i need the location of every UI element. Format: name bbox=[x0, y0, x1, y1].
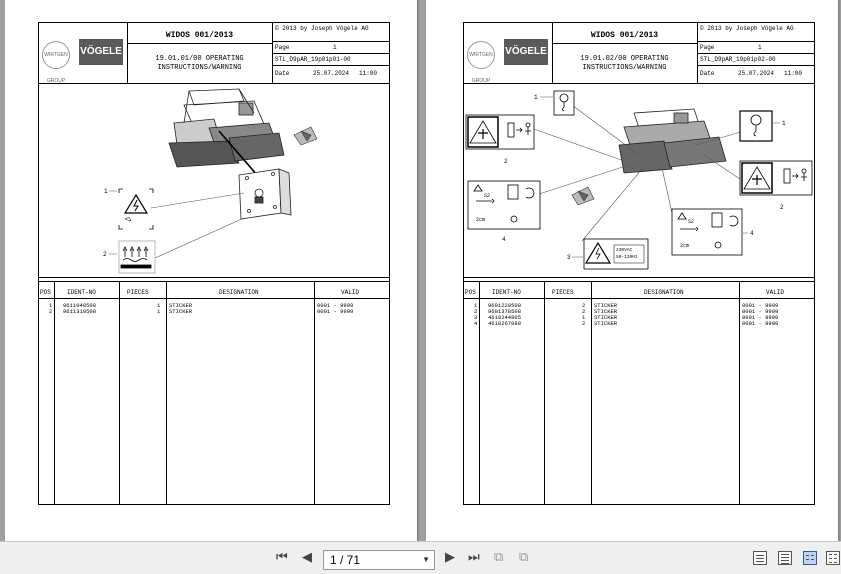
col-header-pos: POS bbox=[40, 289, 51, 296]
vogele-logo: VÖGELE bbox=[79, 39, 123, 65]
col-header-pos: POS bbox=[465, 289, 476, 296]
date-label: Date bbox=[700, 70, 715, 77]
crush-warning-sticker-right bbox=[740, 161, 812, 195]
hand-sketch bbox=[572, 187, 594, 205]
page-selector[interactable] bbox=[323, 550, 435, 570]
control-box bbox=[239, 169, 291, 219]
page-info bbox=[700, 44, 762, 51]
callout-label: 3 bbox=[567, 254, 571, 261]
sheet-header bbox=[39, 23, 389, 84]
section-code: 19.01.02/00 bbox=[580, 55, 627, 63]
sticker-text: 2cm bbox=[476, 217, 486, 223]
go-forward-icon[interactable]: ⧉ bbox=[519, 550, 529, 565]
voltage-warning-sticker bbox=[584, 239, 648, 269]
parts-sheet bbox=[463, 22, 815, 505]
page-value: 1 bbox=[758, 44, 762, 51]
lifting-point-sticker-left bbox=[554, 91, 574, 115]
callout-label: 1 bbox=[104, 188, 108, 195]
prev-page-icon[interactable]: ◀ bbox=[302, 550, 312, 565]
exploded-drawing bbox=[464, 83, 814, 278]
exploded-drawing bbox=[39, 83, 389, 278]
lifting-point-sticker-right bbox=[740, 111, 772, 141]
sticker-text: 2cm bbox=[680, 243, 690, 249]
copyright-text: © 2013 by Joseph Vögele AG bbox=[700, 25, 794, 32]
date-value: 25.07.2024 bbox=[313, 70, 350, 77]
parts-table: POS IDENT-NO PIECES DESIGNATION VALID 1 9601220508 2 STICKER 0001 - 9999 2 9601370508 2 STICKER 0001 - 9999 3 4618244805 1 STICKER 0001 - 9999 4 4618267088 2 STICKER 0001 - 9999 bbox=[464, 281, 814, 505]
continuous-view-icon[interactable] bbox=[778, 551, 792, 565]
col-header-designation: DESIGNATION bbox=[219, 289, 259, 296]
warning-sticker-1 bbox=[119, 189, 153, 229]
go-back-icon[interactable]: ⧉ bbox=[494, 550, 504, 565]
viewer-toolbar bbox=[0, 541, 841, 574]
paver-sticker-illustration bbox=[39, 83, 389, 277]
wirtgen-logo: WIRTGEN GROUP bbox=[42, 41, 70, 69]
next-page-icon[interactable]: ▶ bbox=[445, 550, 455, 565]
parts-sheet bbox=[38, 22, 390, 505]
two-page-view-icon[interactable] bbox=[803, 551, 817, 565]
stl-code: STL_D9pAR_19p01p02-00 bbox=[700, 56, 776, 63]
logo-cell bbox=[464, 23, 553, 83]
callout-label: 1 bbox=[782, 120, 786, 127]
crush-warning-sticker-left bbox=[466, 115, 534, 149]
section-code: 19.01.01/00 bbox=[155, 55, 202, 63]
hand-sketch bbox=[294, 127, 317, 145]
col-header-designation: DESIGNATION bbox=[644, 289, 684, 296]
date-info bbox=[275, 70, 378, 77]
title-cell bbox=[552, 23, 698, 83]
section-description bbox=[552, 55, 697, 73]
system-title: WIDOS 001/2013 bbox=[590, 31, 659, 40]
page-label: Page bbox=[275, 44, 290, 51]
sticker-text: 50-120Hz bbox=[616, 255, 638, 260]
sticker-text: S2 bbox=[688, 219, 695, 225]
section-desc2: INSTRUCTIONS/WARNING bbox=[582, 64, 667, 72]
callout-label: 1 bbox=[534, 94, 538, 101]
col-header-valid: VALID bbox=[766, 289, 785, 296]
col-header-pieces: PIECES bbox=[552, 289, 574, 296]
sticker-text: S2 bbox=[484, 193, 491, 199]
wirtgen-logo: WIRTGEN GROUP bbox=[467, 41, 495, 69]
section-desc1: OPERATING bbox=[205, 55, 244, 63]
time-value: 11:00 bbox=[784, 70, 803, 77]
two-page-continuous-icon[interactable] bbox=[826, 551, 840, 565]
date-value: 25.07.2024 bbox=[738, 70, 775, 77]
parts-table: POS IDENT-NO PIECES DESIGNATION VALID 1 9611040508 1 STICKER 0001 - 9999 2 9611310508 1 STICKER 0001 - 9999 bbox=[39, 281, 389, 505]
sheet-header bbox=[464, 23, 814, 84]
paver-sticker-illustration bbox=[464, 83, 814, 277]
title-cell bbox=[127, 23, 273, 83]
page-info bbox=[275, 44, 337, 51]
callout-label: 4 bbox=[750, 230, 754, 237]
col-header-valid: VALID bbox=[341, 289, 360, 296]
sticker-text: 230VAC bbox=[616, 248, 633, 253]
callout-label: 4 bbox=[502, 236, 506, 243]
date-label: Date bbox=[275, 70, 290, 77]
col-header-ident: IDENT-NO bbox=[67, 289, 96, 296]
col-header-pieces: PIECES bbox=[127, 289, 149, 296]
document-page-right bbox=[426, 0, 838, 541]
first-page-icon[interactable]: ⏮ bbox=[276, 550, 288, 565]
vogele-logo: VÖGELE bbox=[504, 39, 548, 65]
system-title: WIDOS 001/2013 bbox=[165, 31, 234, 40]
page-indicator: 1 / 71 bbox=[330, 553, 361, 567]
stl-code: STL_D9pAR_19p01p01-00 bbox=[275, 56, 351, 63]
date-info bbox=[700, 70, 803, 77]
document-page-left bbox=[5, 0, 417, 541]
chevron-down-icon: ▼ bbox=[422, 555, 430, 564]
page-label: Page bbox=[700, 44, 715, 51]
col-header-ident: IDENT-NO bbox=[492, 289, 521, 296]
section-desc1: OPERATING bbox=[630, 55, 669, 63]
copyright-text: © 2013 by Joseph Vögele AG bbox=[275, 25, 369, 32]
hot-surface-sticker bbox=[119, 241, 155, 273]
single-page-view-icon[interactable] bbox=[753, 551, 767, 565]
time-value: 11:00 bbox=[359, 70, 378, 77]
callout-label: 2 bbox=[103, 251, 107, 258]
callout-label: 2 bbox=[780, 204, 784, 211]
section-description bbox=[127, 55, 272, 73]
section-desc2: INSTRUCTIONS/WARNING bbox=[157, 64, 242, 72]
logo-cell bbox=[39, 23, 128, 83]
paver-machine bbox=[169, 89, 284, 167]
page-value: 1 bbox=[333, 44, 337, 51]
last-page-icon[interactable]: ⏭ bbox=[468, 550, 480, 565]
callout-label: 2 bbox=[504, 158, 508, 165]
